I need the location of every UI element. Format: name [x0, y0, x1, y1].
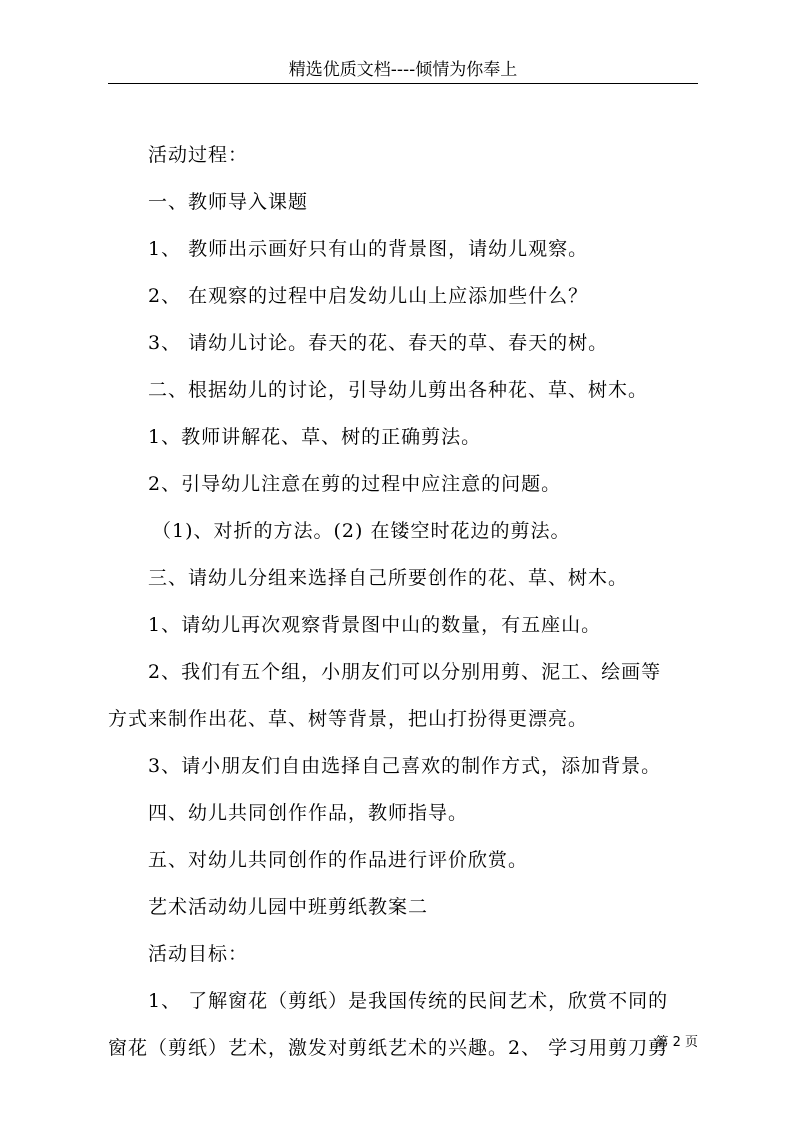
body-line: 窗花（剪纸）艺术，激发对剪纸艺术的兴趣。2、 学习用剪刀剪: [108, 1037, 669, 1059]
step-heading-2: 二、根据幼儿的讨论，引导幼儿剪出各种花、草、树木。: [148, 379, 649, 401]
section-heading-process: 活动过程：: [148, 144, 249, 166]
step-heading-5: 五、对幼儿共同创作的作品进行评价欣赏。: [148, 849, 529, 871]
page-number: 第 2 页: [655, 1035, 698, 1050]
section-heading-goals: 活动目标：: [148, 943, 249, 965]
body-line: 1、请幼儿再次观察背景图中山的数量，有五座山。: [148, 614, 602, 636]
step-heading-3: 三、请幼儿分组来选择自己所要创作的花、草、树木。: [148, 567, 629, 589]
body-line: 2、引导幼儿注意在剪的过程中应注意的问题。: [148, 473, 562, 495]
page-header: 精选优质文档----倾情为你奉上: [288, 60, 518, 80]
body-line: 3、 请幼儿讨论。春天的花、春天的草、春天的树。: [148, 332, 609, 354]
body-line: （1)、对折的方法。(2) 在镂空时花边的剪法。: [152, 520, 571, 542]
body-line: 2、 在观察的过程中启发幼儿山上应添加些什么？: [148, 285, 589, 307]
lesson-title: 艺术活动幼儿园中班剪纸教案二: [148, 896, 429, 918]
body-line: 2、我们有五个组，小朋友们可以分别用剪、泥工、绘画等: [148, 661, 662, 683]
body-line: 1、教师讲解花、草、树的正确剪法。: [148, 426, 482, 448]
step-heading-1: 一、教师导入课题: [148, 191, 309, 213]
body-line: 方式来制作出花、草、树等背景，把山打扮得更漂亮。: [108, 708, 589, 730]
body-line: 1、 了解窗花（剪纸）是我国传统的民间艺术，欣赏不同的: [148, 990, 669, 1012]
body-line: 3、请小朋友们自由选择自己喜欢的制作方式，添加背景。: [148, 755, 662, 777]
body-line: 1、 教师出示画好只有山的背景图，请幼儿观察。: [148, 238, 589, 260]
step-heading-4: 四、幼儿共同创作作品，教师指导。: [148, 802, 469, 824]
header-divider: [108, 83, 698, 84]
